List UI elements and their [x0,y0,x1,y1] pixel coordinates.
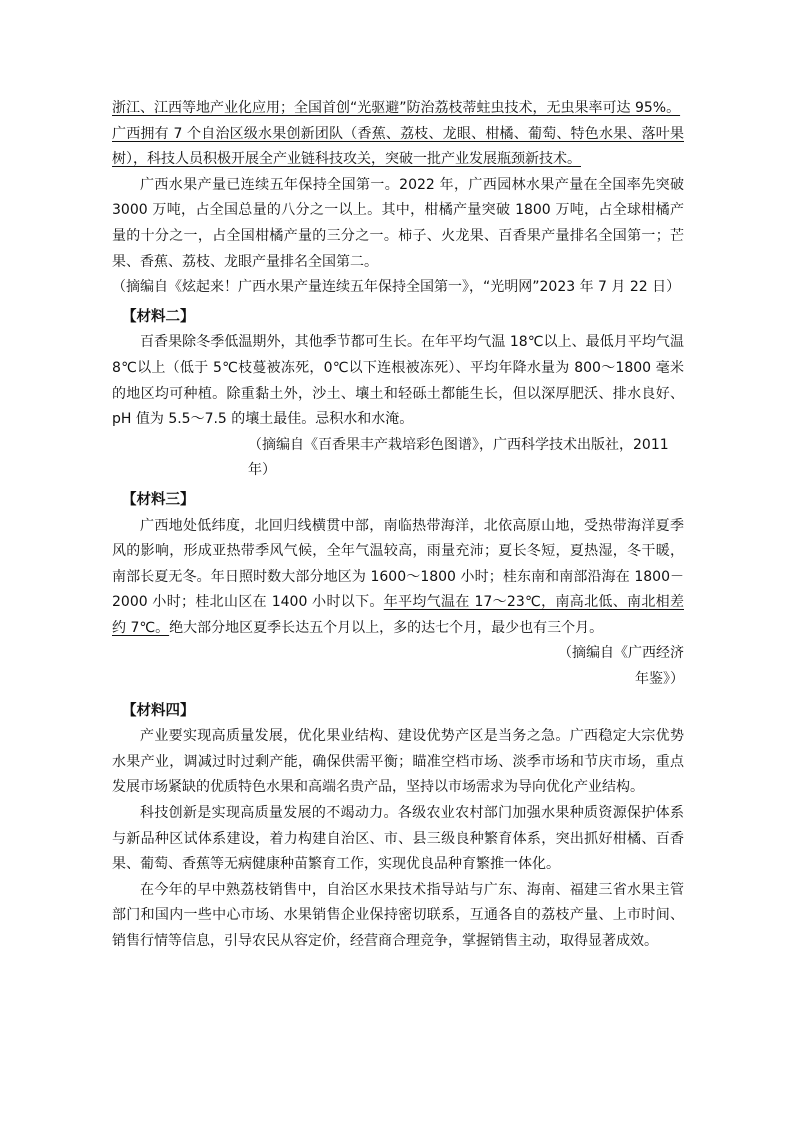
material-one-source: （摘编自《炫起来！广西水果产量连续五年保持全国第一》，“光明网”2023 年 7 月 22 日） [112,279,681,296]
document-page [112,96,684,955]
material-two-source: （摘编自《百香果丰产栽培彩色图谱》，广西科学技术出版社，2011 年） [248,436,669,479]
material-three-text-b: 绝大部分地区夏季长达五个月以上，多的达七个月，最少也有三个月。 [169,619,604,636]
material-three-paragraph [112,514,684,642]
material-four-paragraph-2: 科技创新是实现高质量发展的不竭动力。各级农业农村部门加强水果种质资源保护体系与新品种区试体系建设，着力构建自治区、市、县三级良种繁育体系，突出抓好柑橘、百香果、葡萄、香蕉等无病健康种苗繁育工作，实现优良品种育繁推一体化。 [112,805,684,873]
material-three-underlined: 年平均气温在 17～23℃，南高北低、南北相差约 7℃。 [112,594,684,636]
material-two-paragraph: 百香果除冬季低温期外，其他季节都可生长。在年平均气温 18℃以上、最低月平均气温 8℃以上（低于 5℃枝蔓被冻死，0℃以下连根被冻死）、平均年降水量为 800～1800 毫米的地区均可种植。除重黏土外，沙土、壤土和轻砾土都能生长，但以深厚肥沃、排水良好、pH 值为 5.5～7.5 的壤土最佳。忌积水和水淹。 [112,334,684,428]
material-four-paragraph-3: 在今年的早中熟荔枝销售中，自治区水果技术指导站与广东、海南、福建三省水果主管部门和国内一些中心市场、水果销售企业保持密切联系，互通各自的荔枝产量、上市时间、销售行情等信息，引导农民从容定价，经营商合理竞争，掌握销售主动，取得显著成效。 [112,881,684,949]
material-one-text [112,96,684,173]
material-three-source-block [112,641,684,692]
material-three-text-a: 广西地处低纬度，北回归线横贯中部，南临热带海洋，北依高原山地，受热带海洋夏季风的影响，形成亚热带季风气候，全年气温较高，雨量充沛；夏长冬短，夏热湿，冬干暖，南部长夏无冬。年日照时数大部分地区为 1600～1800 小时；桂东南和南部沿海在 1800－2000 小时；桂北山区在 1400 小时以下。 [112,517,684,611]
material-one-paragraph: 广西水果产量已连续五年保持全国第一。2022 年，广西园林水果产量在全国率先突破 3000 万吨，占全国总量的八分之一以上。其中，柑橘产量突破 1800 万吨，占全球柑橘产量的十分之一，占全国柑橘产量的三分之一。柿子、火龙果、百香果产量排名全国第一；芒果、香蕉、荔枝、龙眼产量排名全国第二。 [112,176,684,270]
material-three-source: （摘编自《广西经济年鉴》） [558,645,684,688]
material-four-heading: 【材料四】 [122,702,195,719]
underlined-line-2: 广西拥有 7 个自治区级水果创新团队（香蕉、荔枝、龙眼、柑橘、葡萄、特色水果、落叶果树），科技人员积极开展全产业链科技攻关，突破一批产业发展瓶颈新技术。 [112,125,684,168]
material-three-heading: 【材料三】 [122,491,195,508]
material-two-heading: 【材料二】 [122,308,195,325]
underlined-line-1: 浙江、江西等地产业化应用；全国首创“光驱避”防治荔枝蒂蛀虫技术，无虫果率可达 95%。 [112,100,681,116]
material-four-paragraph-1: 产业要实现高质量发展，优化果业结构、建设优势产区是当务之急。广西稳定大宗优势水果产业，调减过时过剩产能，确保供需平衡；瞄准空档市场、淡季市场和节庆市场，重点发展市场紧缺的优质特色水果和高端名贵产品，坚持以市场需求为导向优化产业结构。 [112,728,684,796]
